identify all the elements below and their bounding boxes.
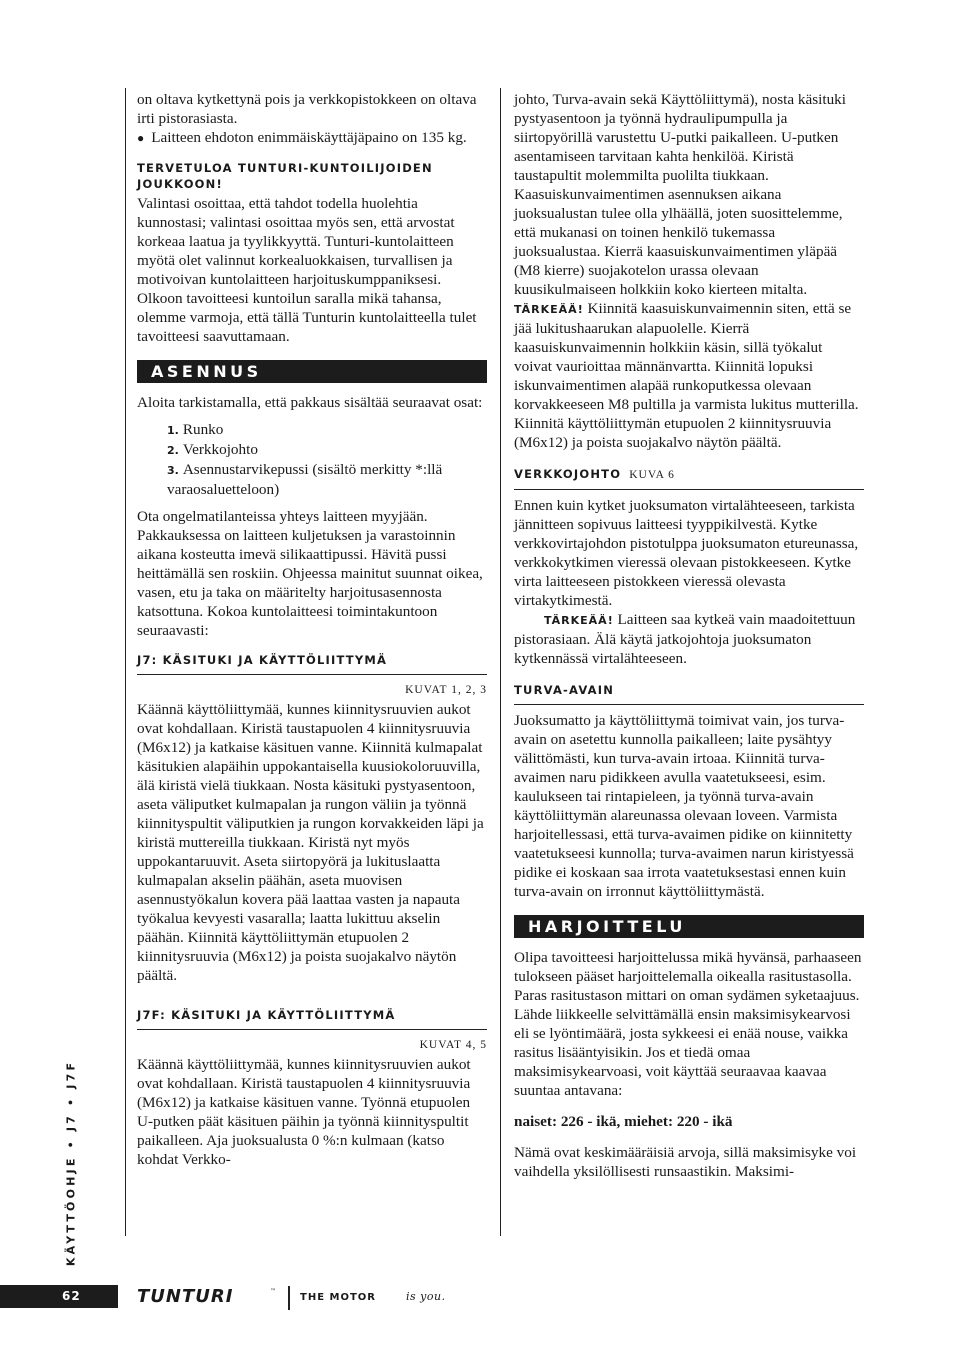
part-text: Verkkojohto: [182, 441, 258, 458]
right-column: [514, 90, 864, 1181]
j7-heading: J7: KÄSITUKI JA KÄYTTÖLIITTYMÄ: [137, 652, 487, 675]
parts-list: [137, 420, 487, 499]
harjoittelu-banner: HARJOITTELU: [514, 915, 864, 938]
j7f-text: Käännä käyttöliittymää, kunnes kiinnitysruuvien aukot ovat kohdallaan. Kiristä taustapuolen 4 kiinnitysruuvia (M6x12) ja katkaise käsituen vanne. Työnnä etupuolen U-putken päät käsituen päihin ja työnnä kiinnityspultit paikalleen. Aja juoksualusta 0 %:n kulmaan (katso kohdat Verkko-: [137, 1056, 471, 1168]
part-item: [167, 440, 487, 460]
tunturi-logo: TUNTURI: [137, 1286, 234, 1307]
trademark-mark: ™: [270, 1288, 276, 1295]
continuation-text: [514, 90, 864, 452]
side-section-label: [60, 1055, 82, 1270]
j7-text: Käännä käyttöliittymää, kunnes kiinnitysruuvien aukot ovat kohdallaan. Kiristä taustapuolen 4 kiinnitysruuvia (M6x12) ja katkaise käsituen vanne. Kiinnitä kulmapalat käsitukien alapäihin uppokantaisella kuusiokoloruuvilla, älä kiristä vielä tiukkaan. Nosta käsituki pystyasentoon, aseta väliputket kulmapalan ja rungon väliin ja työnnä kiinnityspultit väliputkien ja rungon korvakkeiden läpi ja kiristä muttereilla tiukkaan. Kiristä nyt myös uppokantaruuvit. Aseta siirtopyörä ja lukituslaatta kulmapalan akselin päähän, aseta muovisen asennustyökalun kovera pää laattaa vasten ja napauta työkalua kevyesti vasaralla; laatta lukittuu akselin päähän. Kiinnitä käyttöliittymän etupuolen 2 kiinnitysruuvia (M6x12) ja poista suojakalvo näytön päältä.: [137, 701, 484, 984]
asennus-intro: Aloita tarkistamalla, että pakkaus sisältää seuraavat osat:: [137, 394, 483, 411]
left-margin-rule: [125, 88, 126, 1236]
side-label-text: KÄYTTÖOHJE • J7 • J7F: [64, 1059, 78, 1266]
asennus-banner: ASENNUS: [137, 360, 487, 383]
continuation-body: johto, Turva-avain sekä Käyttöliittymä), nosta käsituki pystyasentoon ja työnnä hydraulipumpulla ja siirtopyörillä varustettu U-putki paikalleen. U-putken asentamiseen tarvitaan kahta henkilöä. Kiristä taustapultit molemmilta puolilta tiukkaan. Kaasuiskunvaimentimen asennuksen aikana juoksualustan tulee olla ylhäällä, joten suosittelemme, että mukanasi on toinen henkilö tukemassa juoksualustaa. Kierrä kaasuiskunvaimentimen yläpää (M8 kierre) suojakotelon urassa olevaan kuusikulmaiseen holkkiin koko kierteen mitalta.: [514, 91, 846, 298]
heart-rate-formula: naiset: 226 - ikä, miehet: 220 - ikä: [514, 1113, 733, 1130]
slogan-the-motor: THE MOTOR: [300, 1292, 376, 1303]
page-number: 62: [0, 1285, 118, 1308]
slogan-is-you: is you.: [406, 1290, 446, 1303]
turva-avain-heading: TURVA-AVAIN: [514, 682, 864, 705]
verkkojohto-figure-ref: KUVA 6: [629, 469, 675, 481]
intro-continuation: on oltava kytkettynä pois ja verkkopistokkeen on oltava irti pistorasiasta.: [137, 91, 477, 127]
max-weight-bullet: ● Laitteen ehdoton enimmäiskäyttäjäpaino on 135 kg.: [137, 128, 487, 148]
important-text: Kiinnitä kaasuiskunvaimennin siten, että se jää lukitushaarukan alapuolelle. Kierrä kaasuiskunvaimennin holkkiin käsin, sillä työkalut voivat vaurioittaa männänvartta. Kiinnitä lopuksi iskunvaimentimen alapää runkoputkessa olevaan korvakkeeseen M8 pultilla ja varmista lukitus mutterilla. Kiinnitä käyttöliittymän etupuolen 2 kiinnitysruuvia (M6x12) ja poista suojakalvo näytön päältä.: [514, 300, 859, 451]
left-column: [137, 90, 487, 1169]
part-item: [167, 460, 487, 499]
harjoittelu-text: Olipa tavoitteesi harjoittelussa mikä hyvänsä, parhaaseen tulokseen pääset harjoittelemalla oikealla rasitustasolla. Paras rasitustason mittari on oman sydämen syketaajuus. Lähde liikkeelle selvittämällä ensin maksimisykearvosi eli se lyöntimäärä, josta sykkeesi ei enää nouse, vaikka rasitus lisääntyisikin. Jos et tiedä omaa maksimisykearvoasi, voit käyttää seuraavaa kaavaa suuntaa antavana:: [514, 949, 862, 1099]
turva-avain-text: Juoksumatto ja käyttöliittymä toimivat vain, jos turva-avain on asetettu kunnolla paikalleen; laite pysähtyy välittömästi, kun turva-avain irtoaa. Kiinnitä turva-avaimen naru pidikkeen avulla vaatetukseesi, esim. kaulukseen tai rintapieleen, ja työnnä turva-avain käyttöliittymän alareunassa olevaan loveen. Varmista harjoitellessasi, että turva-avaimen pidike on kiinnitetty vaatetukseesi kunnolla; turva-avaimen narun kiristyessä pidike ei koskaan saa irrota vaatetuksestasi ennen kuin turva-avain on irronnut käyttöliittymästä.: [514, 712, 854, 900]
column-divider-rule: [500, 88, 501, 1236]
asennus-text: Ota ongelmatilanteissa yhteys laitteen myyjään. Pakkauksessa on laitteen kuljetuksen ja varastoinnin aikana kosteutta imevä silikaattipussi. Hävitä pussi heittämällä sen roskiin. Ohjeessa mainitut suunnat oikea, vasen, etu ja taka on määritelty harjoitusasennosta katsottuna. Kokoa kuntolaitteesi toimintakuntoon seuraavasti:: [137, 508, 483, 639]
j7f-figure-ref: KUVAT 4, 5: [419, 1039, 487, 1051]
important-label: TÄRKEÄÄ!: [514, 303, 584, 316]
verkkojohto-heading: [514, 466, 864, 490]
part-text: Runko: [182, 421, 224, 438]
important-text: Laitteen saa kytkeä vain maadoitettuun pistorasiaan. Älä käytä jatkojohtoja juoksumaton kytkennässä virtalähteeseen.: [514, 611, 856, 667]
part-item: [167, 420, 487, 440]
harjoittelu-final-text: Nämä ovat keskimääräisiä arvoja, sillä maksimisyke voi vaihdella yksilöllisesti runsaastikin. Maksimi-: [514, 1144, 857, 1180]
verkkojohto-important: [514, 610, 864, 668]
j7f-heading: J7F: KÄSITUKI JA KÄYTTÖLIITTYMÄ: [137, 1007, 487, 1030]
part-number: 3.: [167, 464, 179, 477]
verkkojohto-text: Ennen kuin kytket juoksumaton virtalähteeseen, tarkista jännitteen sopivuus laitteesi tyyppikilvestä. Kytke verkkovirtajohdon pistotulppa juoksumaton etureunassa, verkkokytkimen vieressä olevaan pistokkeeseen. Kytke virta laitteeseen pistokkeen vieressä olevasta virtakytkimestä.: [514, 497, 859, 609]
j7-figure-ref: KUVAT 1, 2, 3: [405, 684, 487, 696]
part-text: Asennustarvikepussi (sisältö merkitty *:llä varaosaluetteloon): [167, 461, 443, 498]
important-label: TÄRKEÄÄ!: [544, 614, 614, 627]
verkkojohto-title: VERKKOJOHTO: [514, 467, 622, 481]
logo-separator: [288, 1286, 290, 1310]
part-number: 1.: [167, 424, 179, 437]
welcome-text: Valintasi osoittaa, että tahdot todella huolehtia kunnostasi; valintasi osoittaa myös sen, että arvostat korkeaa laatua ja tyylikkyyttä. Tunturi-kuntolaitteen myötä olet valinnut korkealuokkaisen, turvallisen ja motivoivan kuntolaitteen harjoituskumppaniksesi. Olkoon tavoitteesi kuntoilun saralla mikä tahansa, olemme varmoja, että tällä Tunturin kuntolaitteella tulet tavoitteesi saavuttamaan.: [137, 195, 477, 345]
welcome-heading: TERVETULOA TUNTURI-KUNTOILIJOIDEN JOUKKOON!: [137, 161, 433, 191]
part-number: 2.: [167, 444, 179, 457]
